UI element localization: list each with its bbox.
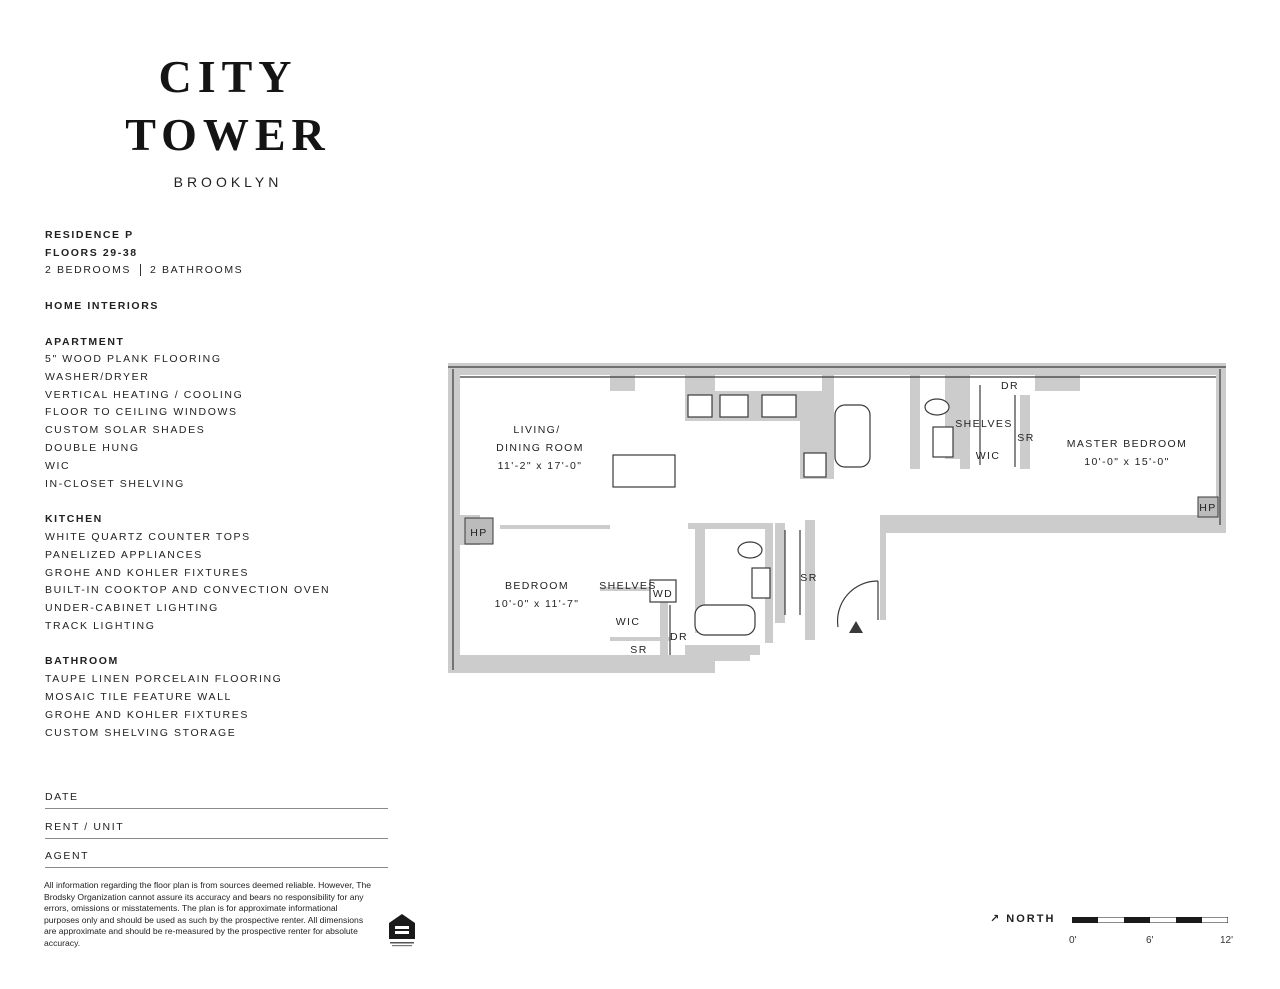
feature-item: TRACK LIGHTING [45,620,156,632]
disclaimer-text: All information regarding the floor plan is from sources deemed reliable. However, The Brodsky Organization cannot assure its accuracy and bears no responsibility for any errors, omissions or misstatements. The plan is for approximate informational purposes only and should be used as such by the prospective renter. All dimensions are approximate and should be re-measured by the prospective renter for absolute accuracy. [44,880,372,948]
feature-item: UNDER-CABINET LIGHTING [45,602,219,614]
residence-floors: FLOORS 29-38 [45,247,138,259]
feature-item: PANELIZED APPLIANCES [45,549,203,561]
sr-label-bedroom: SR [630,644,648,656]
wic-label-bedroom: WIC [615,616,641,628]
dr-label-bottom: DR [670,631,688,643]
bathroom-title: BATHROOM [45,655,119,667]
master-bedroom-label: MASTER BEDROOM [1066,438,1188,450]
home-interiors-title: HOME INTERIORS [45,300,159,312]
sr-label-hall: SR [800,572,818,584]
feature-item: DOUBLE HUNG [45,442,140,454]
divider [140,264,141,276]
living-dimension: 11'-2" x 17'-0" [497,460,583,472]
agent-field-line [45,867,388,868]
logo-city: CITY [158,51,298,102]
north-indicator [990,912,1055,925]
apartment-title: APARTMENT [45,336,125,348]
feature-item: IN-CLOSET SHELVING [45,478,185,490]
date-field-label: DATE [45,791,79,803]
north-arrow-icon: ↗ [990,913,1002,925]
feature-item: 5" WOOD PLANK FLOORING [45,353,222,365]
entry-marker-icon [849,621,863,633]
residence-name: RESIDENCE P [45,229,134,241]
feature-item: BUILT-IN COOKTOP AND CONVECTION OVEN [45,584,331,596]
feature-item: TAUPE LINEN PORCELAIN FLOORING [45,673,283,685]
floor-plan [440,355,1240,685]
logo-brooklyn: BROOKLYN [173,174,283,190]
scale-tick-12: 12' [1220,935,1234,946]
hp-label-right: HP [1199,502,1217,514]
residence-bed-bath [45,264,243,276]
feature-item: VERTICAL HEATING / COOLING [45,389,244,401]
north-label: NORTH [1006,913,1056,925]
scale-tick-6: 6' [1146,935,1154,946]
feature-item: MOSAIC TILE FEATURE WALL [45,691,232,703]
kitchen-title: KITCHEN [45,513,103,525]
scale-tick-0: 0' [1069,935,1077,946]
master-bedroom-dimension: 10'-0" x 15'-0" [1084,456,1170,468]
scale-bar [1072,917,1228,923]
sr-label-master: SR [1017,432,1035,444]
living-label-2: DINING ROOM [496,442,584,454]
feature-item: WHITE QUARTZ COUNTER TOPS [45,531,251,543]
feature-item: GROHE AND KOHLER FIXTURES [45,567,249,579]
feature-item: CUSTOM SHELVING STORAGE [45,727,237,739]
shelves-label-bedroom: SHELVES [599,580,657,592]
wd-label: WD [652,588,674,600]
rent-unit-field-label: RENT / UNIT [45,821,125,833]
feature-item: FLOOR TO CEILING WINDOWS [45,406,238,418]
wic-label-master: WIC [975,450,1001,462]
logo-tower: TOWER [125,109,331,160]
rent-unit-field-line [45,838,388,839]
agent-field-label: AGENT [45,850,90,862]
equal-housing-icon [387,912,417,948]
bedroom-dimension: 10'-0" x 11'-7" [494,598,580,610]
feature-item: GROHE AND KOHLER FIXTURES [45,709,249,721]
shelves-label-master: SHELVES [955,418,1013,430]
hp-label-left: HP [470,527,488,539]
feature-item: WASHER/DRYER [45,371,150,383]
bathrooms-count: 2 BATHROOMS [150,264,244,276]
living-label-1: LIVING/ [513,424,561,436]
bedroom-label: BEDROOM [504,580,570,592]
date-field-line [45,808,388,809]
feature-item: WIC [45,460,71,472]
bedrooms-count: 2 BEDROOMS [45,264,132,276]
dr-label-top: DR [1001,380,1019,392]
feature-item: CUSTOM SOLAR SHADES [45,424,206,436]
